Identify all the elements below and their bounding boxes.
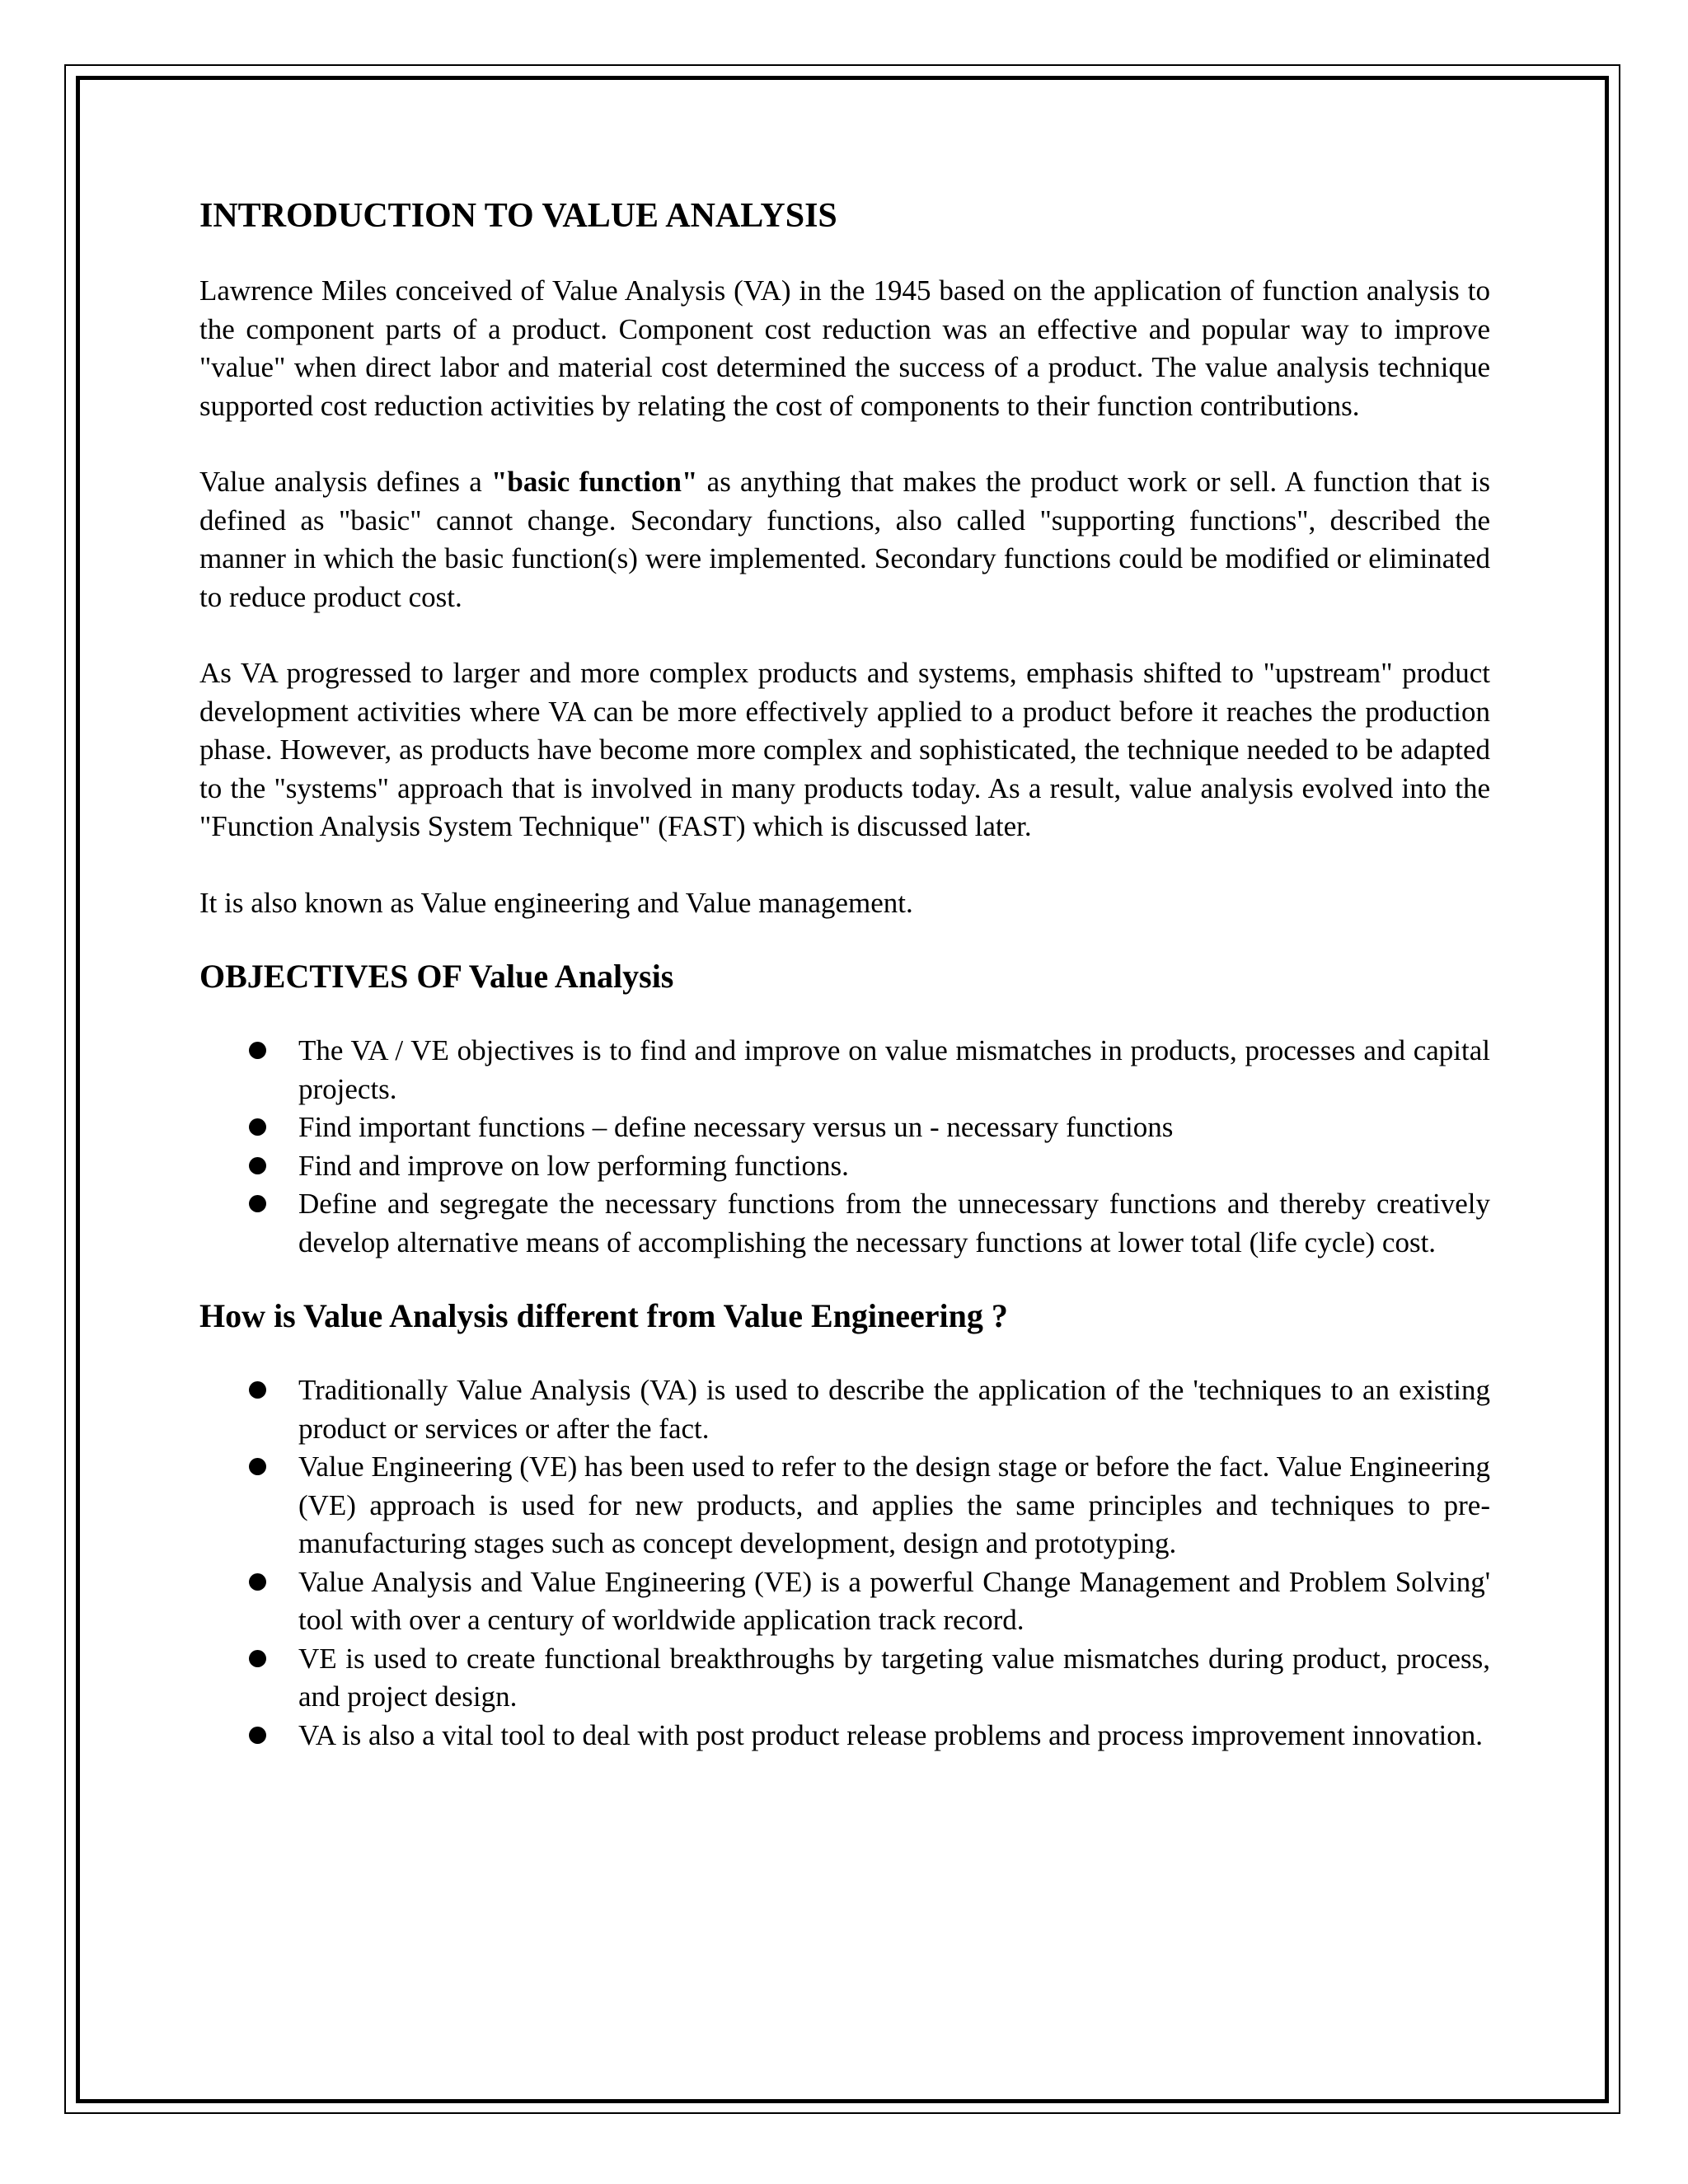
list-item [199, 1717, 1490, 1755]
basic-function-paragraph [199, 463, 1490, 616]
bullet-icon [249, 1118, 266, 1136]
difference-list [199, 1371, 1490, 1755]
list-item-text: Find important functions – define necessary versus un - necessary functions [298, 1111, 1174, 1144]
bullet-icon [249, 1458, 266, 1475]
basic-function-term: "basic function" [491, 466, 698, 499]
bullet-icon [249, 1573, 266, 1591]
list-item [199, 1448, 1490, 1563]
intro-paragraph: Lawrence Miles conceived of Value Analysis (VA) in the 1945 based on the application of function analysis to the component parts of a product. Component cost reduction was an effective and popular way to improve "value" when direct labor and material cost determined the success of a product. The value analysis technique supported cost reduction activities by relating the cost of components to their function contributions. [199, 274, 1490, 422]
list-item [199, 1371, 1490, 1448]
list-item-text: VA is also a vital tool to deal with post product release problems and process improvement innovation. [298, 1718, 1483, 1751]
bullet-icon [249, 1042, 266, 1059]
list-item [199, 1185, 1490, 1262]
list-item [199, 1032, 1490, 1108]
list-item [199, 1563, 1490, 1640]
aka-paragraph: It is also known as Value engineering and Value management. [199, 886, 913, 919]
bullet-icon [249, 1727, 266, 1744]
bullet-icon [249, 1195, 266, 1212]
bullet-icon [249, 1157, 266, 1174]
bullet-icon [249, 1650, 266, 1667]
list-item-text: Traditionally Value Analysis (VA) is used to describe the application of the 'techniques to an existing product or services or after the fact. [298, 1374, 1490, 1445]
list-item-text: The VA / VE objectives is to find and improve on value mismatches in products, processes and capital projects. [298, 1034, 1490, 1105]
difference-heading: How is Value Analysis different from Value Engineering ? [199, 1297, 1008, 1335]
list-item [199, 1108, 1490, 1147]
list-item-text: Find and improve on low performing functions. [298, 1149, 849, 1182]
objectives-heading: OBJECTIVES OF Value Analysis [199, 958, 674, 996]
document-body [199, 195, 1490, 1755]
basic-function-text-after: as anything that makes the product work or sell. A function that is defined as "basic" cannot change. Secondary functions, also called "supporting functions", described the manner in which the basic function(s) were implemented. Secondary functions could be modified or eliminated to reduce product cost. [199, 466, 1490, 613]
list-item [199, 1640, 1490, 1717]
list-item [199, 1147, 1490, 1186]
list-item-text: Value Analysis and Value Engineering (VE) is a powerful Change Management and Problem Solving' tool with over a century of worldwide application track record. [298, 1565, 1490, 1637]
basic-function-text-before: Value analysis defines a [199, 466, 491, 499]
bullet-icon [249, 1381, 266, 1399]
objectives-list [199, 1032, 1490, 1262]
progress-paragraph: As VA progressed to larger and more complex products and systems, emphasis shifted to "upstream" product development activities where VA can be more effectively applied to a product before it reaches the production phase. However, as products have become more complex and sophisticated, the technique needed to be adapted to the "systems" approach that is involved in many products today. As a result, value analysis evolved into the "Function Analysis System Technique" (FAST) which is discussed later. [199, 657, 1490, 843]
page-title: INTRODUCTION TO VALUE ANALYSIS [199, 197, 837, 235]
list-item-text: Value Engineering (VE) has been used to refer to the design stage or before the fact. Value Engineering (VE) approach is used for new products, and applies the same principles and techniques to pre-manufacturing stages such as concept development, design and prototyping. [298, 1451, 1490, 1560]
list-item-text: Define and segregate the necessary functions from the unnecessary functions and thereby creatively develop alternative means of accomplishing the necessary functions at lower total (life cycle) cost. [298, 1188, 1490, 1258]
list-item-text: VE is used to create functional breakthroughs by targeting value mismatches during product, process, and project design. [298, 1642, 1490, 1713]
